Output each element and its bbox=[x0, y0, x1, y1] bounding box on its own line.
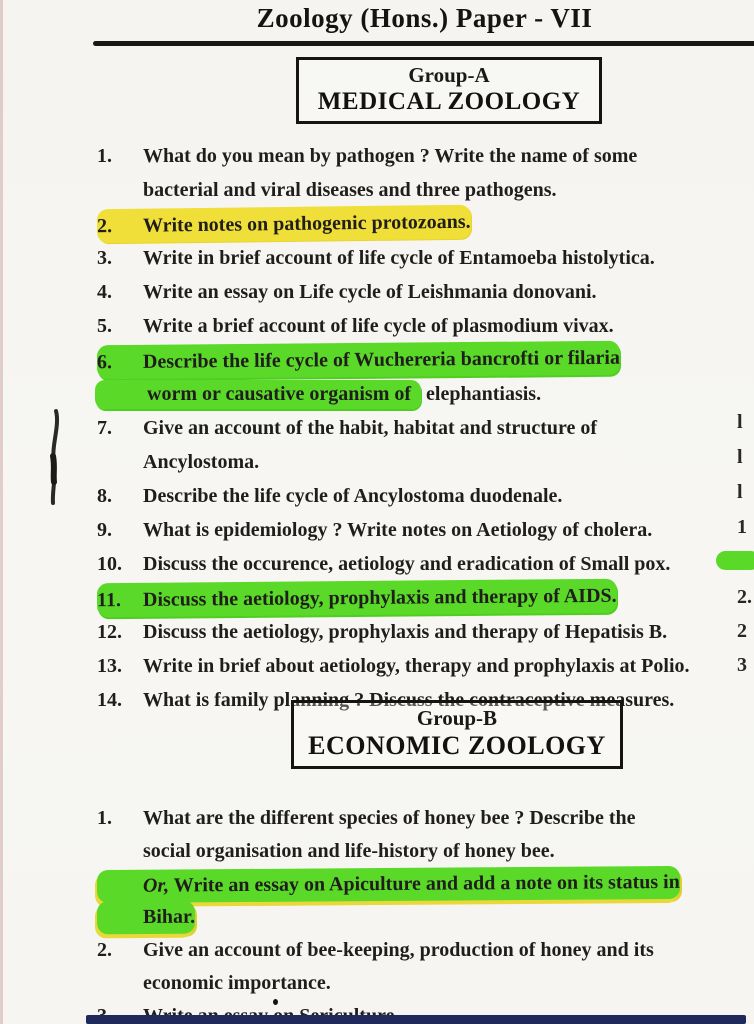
question-text-segment: Bihar. bbox=[142, 905, 196, 929]
question-line bbox=[97, 513, 652, 547]
question-number: 12. bbox=[97, 621, 122, 643]
question-line bbox=[97, 173, 557, 207]
question-line bbox=[97, 309, 614, 343]
question-number: 9. bbox=[97, 519, 112, 541]
edge-cutoff-digit: 1 bbox=[737, 516, 747, 538]
question-text-segment: What is family planning ? Discuss the contraceptive measures. bbox=[143, 689, 675, 711]
group-a-question-list bbox=[97, 139, 748, 717]
page-title: Zoology (Hons.) Paper - VII bbox=[256, 3, 593, 33]
edge-cutoff-digit: l bbox=[737, 481, 743, 503]
edge-cutoff-digit: l bbox=[737, 446, 743, 468]
question-text-segment: Discuss the aetiology, prophylaxis and therapy of AIDS. bbox=[142, 584, 617, 611]
group-b-question-list bbox=[97, 802, 748, 1024]
question-text-segment: Or, bbox=[142, 874, 170, 897]
question-line bbox=[97, 341, 620, 380]
question-text-segment: Write in brief about aetiology, therapy and prophylaxis at Polio. bbox=[143, 655, 690, 677]
question-text-segment: Describe the life cycle of Ancylostoma duodenale. bbox=[143, 485, 563, 507]
question-text-segment: What is epidemiology ? Write notes on Aetiology of cholera. bbox=[143, 519, 653, 541]
question-number: 2. bbox=[97, 939, 112, 961]
question-line bbox=[97, 835, 555, 868]
question-number: 14. bbox=[97, 689, 122, 711]
question-number: 8. bbox=[97, 485, 112, 507]
question-text-segment: Write in brief account of life cycle of Entamoeba histolytica. bbox=[143, 247, 655, 269]
question-line bbox=[97, 377, 541, 411]
question-line bbox=[97, 139, 637, 173]
question-text-segment: economic importance. bbox=[143, 972, 331, 994]
question-number: 13. bbox=[97, 655, 122, 677]
question-text-segment: Give an account of the habit, habitat and structure of bbox=[143, 417, 598, 439]
question-text-segment: bacterial and viral diseases and three pathogens. bbox=[143, 179, 557, 201]
group-a-title: MEDICAL ZOOLOGY bbox=[317, 88, 581, 115]
scan-bottom-edge-bar bbox=[86, 1015, 746, 1024]
edge-highlight-fragment bbox=[716, 551, 754, 570]
question-text-segment: What do you mean by pathogen ? Write the name of some bbox=[143, 145, 638, 167]
question-number: 7. bbox=[97, 417, 112, 439]
question-number: 10. bbox=[97, 553, 122, 575]
question-text-segment: worm or causative organism of bbox=[95, 380, 421, 409]
question-line bbox=[97, 205, 471, 244]
edge-cutoff-digit: 3 bbox=[737, 654, 747, 676]
edge-cutoff-digit: 2. bbox=[737, 586, 752, 608]
question-text-segment: Ancylostoma. bbox=[143, 451, 260, 473]
question-number: 6. bbox=[96, 351, 113, 374]
question-text-segment: Discuss the occurence, aetiology and eradication of Small pox. bbox=[143, 553, 671, 575]
question-line bbox=[97, 275, 597, 309]
question-text-segment: Write an essay on Apiculture and add a note on its status in bbox=[169, 870, 680, 897]
question-line bbox=[97, 967, 331, 1000]
question-number: 3. bbox=[97, 247, 112, 269]
question-number: 1. bbox=[97, 145, 112, 167]
question-text-segment: Give an account of bee-keeping, production of honey and its bbox=[143, 939, 654, 961]
group-b-title: ECONOMIC ZOOLOGY bbox=[308, 731, 606, 760]
question-text-segment: Write notes on pathogenic protozoans. bbox=[142, 210, 471, 237]
question-line bbox=[97, 615, 667, 649]
question-number: 11. bbox=[96, 589, 122, 612]
question-text-segment: elephantiasis. bbox=[421, 383, 542, 405]
edge-cutoff-digit: 2 bbox=[737, 620, 747, 642]
question-text-segment: Write an essay on Life cycle of Leishmania donovani. bbox=[143, 281, 597, 303]
question-text-segment: Describe the life cycle of Wuchereria bancrofti or filaria bbox=[142, 346, 621, 373]
title-divider-rule bbox=[93, 41, 754, 46]
group-b-header-box bbox=[291, 700, 623, 769]
question-line bbox=[97, 579, 617, 618]
question-number: 2. bbox=[96, 215, 113, 238]
group-a-header-box bbox=[296, 57, 602, 124]
question-text-segment: Discuss the aetiology, prophylaxis and therapy of Hepatisis B. bbox=[143, 621, 668, 643]
question-line bbox=[97, 649, 690, 683]
ink-speck bbox=[273, 999, 278, 1005]
question-line bbox=[97, 934, 654, 967]
question-line bbox=[97, 411, 597, 445]
scan-edge-artifact bbox=[0, 0, 3, 1024]
question-line bbox=[97, 802, 636, 835]
pen-stroke-mark bbox=[42, 408, 68, 513]
question-line bbox=[97, 547, 670, 581]
question-line bbox=[97, 479, 562, 513]
question-number: 4. bbox=[97, 281, 112, 303]
group-b-label: Group-B bbox=[416, 706, 498, 730]
question-line bbox=[97, 241, 655, 275]
question-text-segment: What are the different species of honey bee ? Describe the bbox=[143, 807, 636, 829]
group-a-label: Group-A bbox=[408, 63, 490, 87]
question-number: 5. bbox=[97, 315, 112, 337]
question-line bbox=[97, 901, 195, 935]
question-line bbox=[97, 866, 680, 903]
question-text-segment: Write a brief account of life cycle of plasmodium vivax. bbox=[143, 315, 614, 337]
question-number: 1. bbox=[97, 807, 112, 829]
edge-cutoff-digit: l bbox=[737, 411, 743, 433]
question-text-segment: social organisation and life-history of honey bee. bbox=[143, 840, 555, 862]
question-line bbox=[97, 445, 259, 479]
